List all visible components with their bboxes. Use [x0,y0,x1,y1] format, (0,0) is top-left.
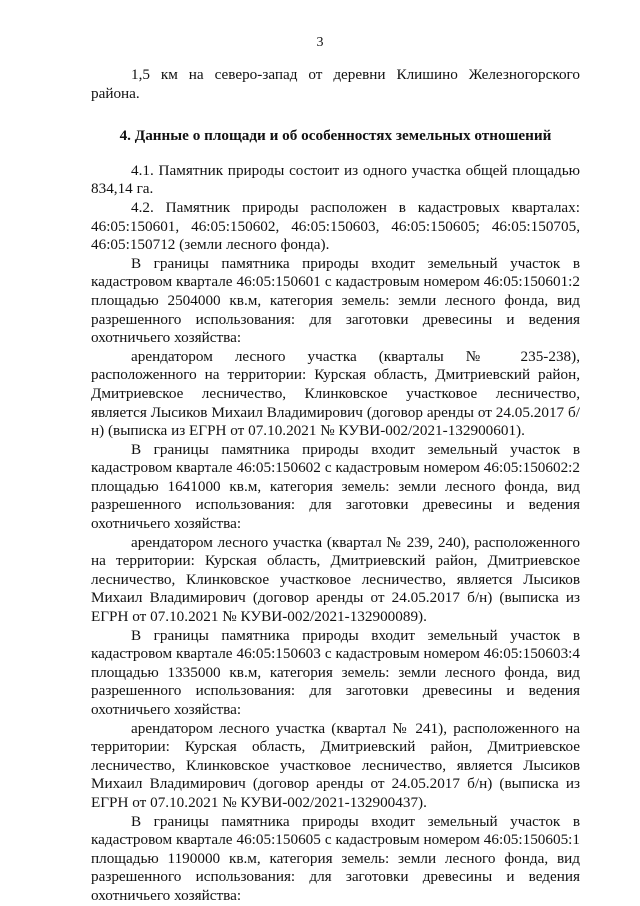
paragraph-location-continuation: 1,5 км на северо-запад от деревни Клишино Железногорского района. [91,66,580,102]
paragraph-tenant-150602: арендатором лесного участка (квартал № 239, 240), расположенного на территории: Курская область, Дмитриевский район, Дмитриевское лесничество, Клинковское участковое лесничество, является Лысиков Михаил Владимирович (договор аренды от 24.05.2017 б/н) (выписка из ЕГРН от 07.10.2021 № КУВИ-002/2021-132900089). [91,533,580,626]
paragraph-4-1: 4.1. Памятник природы состоит из одного участка общей площадью 834,14 га. [91,161,580,198]
document-body [91,66,580,906]
paragraph-tenant-150603: арендатором лесного участка (квартал № 241), расположенного на территории: Курская область, Дмитриевский район, Дмитриевское лесничество, Клинковское участковое лесничество, является Лысиков Михаил Владимирович (договор аренды от 24.05.2017 б/н) (выписка из ЕГРН от 07.10.2021 № КУВИ-002/2021-132900437). [91,719,580,811]
page-number: 3 [316,35,324,50]
paragraph-plot-150601: В границы памятника природы входит земельный участок в кадастровом квартале 46:05:150601 с кадастровым номером 46:05:150601:2 площадью 2504000 кв.м, категория земель: земли лесного фонда, вид разрешенного использования: для заготовки древесины и ведения охотничьего хозяйства: [91,254,580,347]
paragraph-4-2: 4.2. Памятник природы расположен в кадастровых кварталах: 46:05:150601, 46:05:150602, 46:05:150603, 46:05:150605; 46:05:150705, 46:05:150712 (земли лесного фонда). [91,198,580,254]
section-heading: 4. Данные о площади и об особенностях земельных отношений [119,127,552,145]
paragraph-tenant-150601: арендатором лесного участка (кварталы № 235-238), расположенного на территории: Курская область, Дмитриевский район, Дмитриевское лесничество, Клинковское участковое лесничество, является Лысиков Михаил Владимирович (договор аренды от 24.05.2017 б/н) (выписка из ЕГРН от 07.10.2021 № КУВИ-002/2021-132900601). [91,347,580,440]
paragraph-plot-150605: В границы памятника природы входит земельный участок в кадастровом квартале 46:05:150605 с кадастровым номером 46:05:150605:1 площадью 1190000 кв.м, категория земель: земли лесного фонда, вид разрешенного использования: для заготовки древесины и ведения охотничьего хозяйства: [91,812,580,904]
paragraph-plot-150603: В границы памятника природы входит земельный участок в кадастровом квартале 46:05:150603 с кадастровым номером 46:05:150603:4 площадью 1335000 кв.м, категория земель: земли лесного фонда, вид разрешенного использования: для заготовки древесины и ведения охотничьего хозяйства: [91,626,580,718]
paragraph-plot-150602: В границы памятника природы входит земельный участок в кадастровом квартале 46:05:150602 с кадастровым номером 46:05:150602:2 площадью 1641000 кв.м, категория земель: земли лесного фонда, вид разрешенного использования: для заготовки древесины и ведения охотничьего хозяйства: [91,440,580,533]
